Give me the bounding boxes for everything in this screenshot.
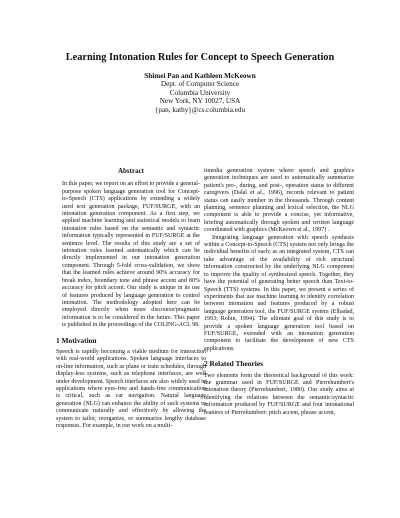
motivation-paragraph: Speech is rapidly becoming a viable medium for interaction with real-world applications. Spoken language interfaces to on-line information, such as plane or train schedules, through display-less systems, such as telephone interfaces, are well under development. Speech interfaces are also widely used in applications where eyes-free and hands-free communication is critical, such as car navigation. Natural language generation (NLG) can enhance the ability of such systems to communicate naturally and effectively by allowing the system to tailor, reorganize, or summarize lengthy database responses. For example, in our work on a multi- <box>56 348 206 429</box>
author-block <box>0 72 400 114</box>
related-theories-paragraph: Two elements form the theoretical background of this work: the grammar used in FUF/SURGE and Pierrehumbert's intonation theory (Pierrehumbert, 1980). Our study aims at identifying the relations between the semantic/syntactic information produced by FUF/SURGE and four intonational features of Pierrehumbert: pitch accent, phrase accent, <box>204 372 354 416</box>
left-column <box>56 168 206 430</box>
author-university: Columbia University <box>169 88 231 97</box>
section-heading-motivation: 1 Motivation <box>56 335 97 345</box>
integration-paragraph: Integrating language generation with speech synthesis within a Concept-to-Speech (CTS) system not only brings the individual benefits of each; as an integrated system, CTS can take advantage of the availability of rich structural information constructed by the underlying NLG component to improve the quality of synthesized speech. Together, they have the potential of generating better speech than Text-to-Speech (TTS) systems. In this paper, we present a series of experiments that use machine learning to identify correlation between intonation and features produced by a robust language generation tool, the FUF/SURGE system (Elhadad, 1993; Robin, 1994). The ultimate goal of this study is to provide a spoken language generation tool based on FUF/SURGE, extended with an intonation generation component to facilitate the development of new CTS applications. <box>204 234 354 352</box>
right-column <box>204 168 354 417</box>
paper-title: Learning Intonation Rules for Concept to Speech Generation <box>65 52 335 63</box>
author-city: New York, NY 10027, USA <box>159 97 241 106</box>
abstract-text: In this paper, we report on an effort to provide a general-purpose spoken language generation tool for Concept-to-Speech (CTS) applications by extending a widely used text generation package, FUF/SURGE, with an intonation generation component. As a first step, we applied machine learning and statistical models to learn intonation rules based on the semantic and syntactic information typically represented in FUF/SURGE at the sentence level. The results of this study are a set of intonation rules learned automatically which can be directly implemented in our intonation generation component. Through 5-fold cross-validation, we show that the learned rules achieve around 90% accuracy for break index, boundary tone and phrase accent and 80% accuracy for pitch accent. Our study is unique in its use of features produced by language generation to control intonation. The methodology adopted here can be employed directly when more discourse/pragmatic information is to be considered in the future. This paper is published in the proceedings of the COLING-ACL 98. <box>62 181 200 329</box>
author-names: Shimei Pan and Kathleen McKeown <box>144 72 256 80</box>
author-email: {pan, kathy}@cs.columbia.edu <box>154 105 246 114</box>
section-heading-related-theories: 2 Related Theories <box>204 359 263 369</box>
author-dept: Dept. of Computer Science <box>160 80 240 89</box>
motivation-paragraph-cont: timedia generation system where speech and graphics generation techniques are used to automatically summarize patient's pre-, during, and post-, operation status to different caregivers (Dalal et al., 1996), records relevant to patient status can easily number in the thousands. Through content planning, sentence planning and lexical selection, the NLG component is able to provide a concise, yet informative, briefing automatically through spoken and written language coordinated with graphics (McKeown et al., 1997) . <box>204 168 354 234</box>
abstract-heading: Abstract <box>117 167 145 175</box>
